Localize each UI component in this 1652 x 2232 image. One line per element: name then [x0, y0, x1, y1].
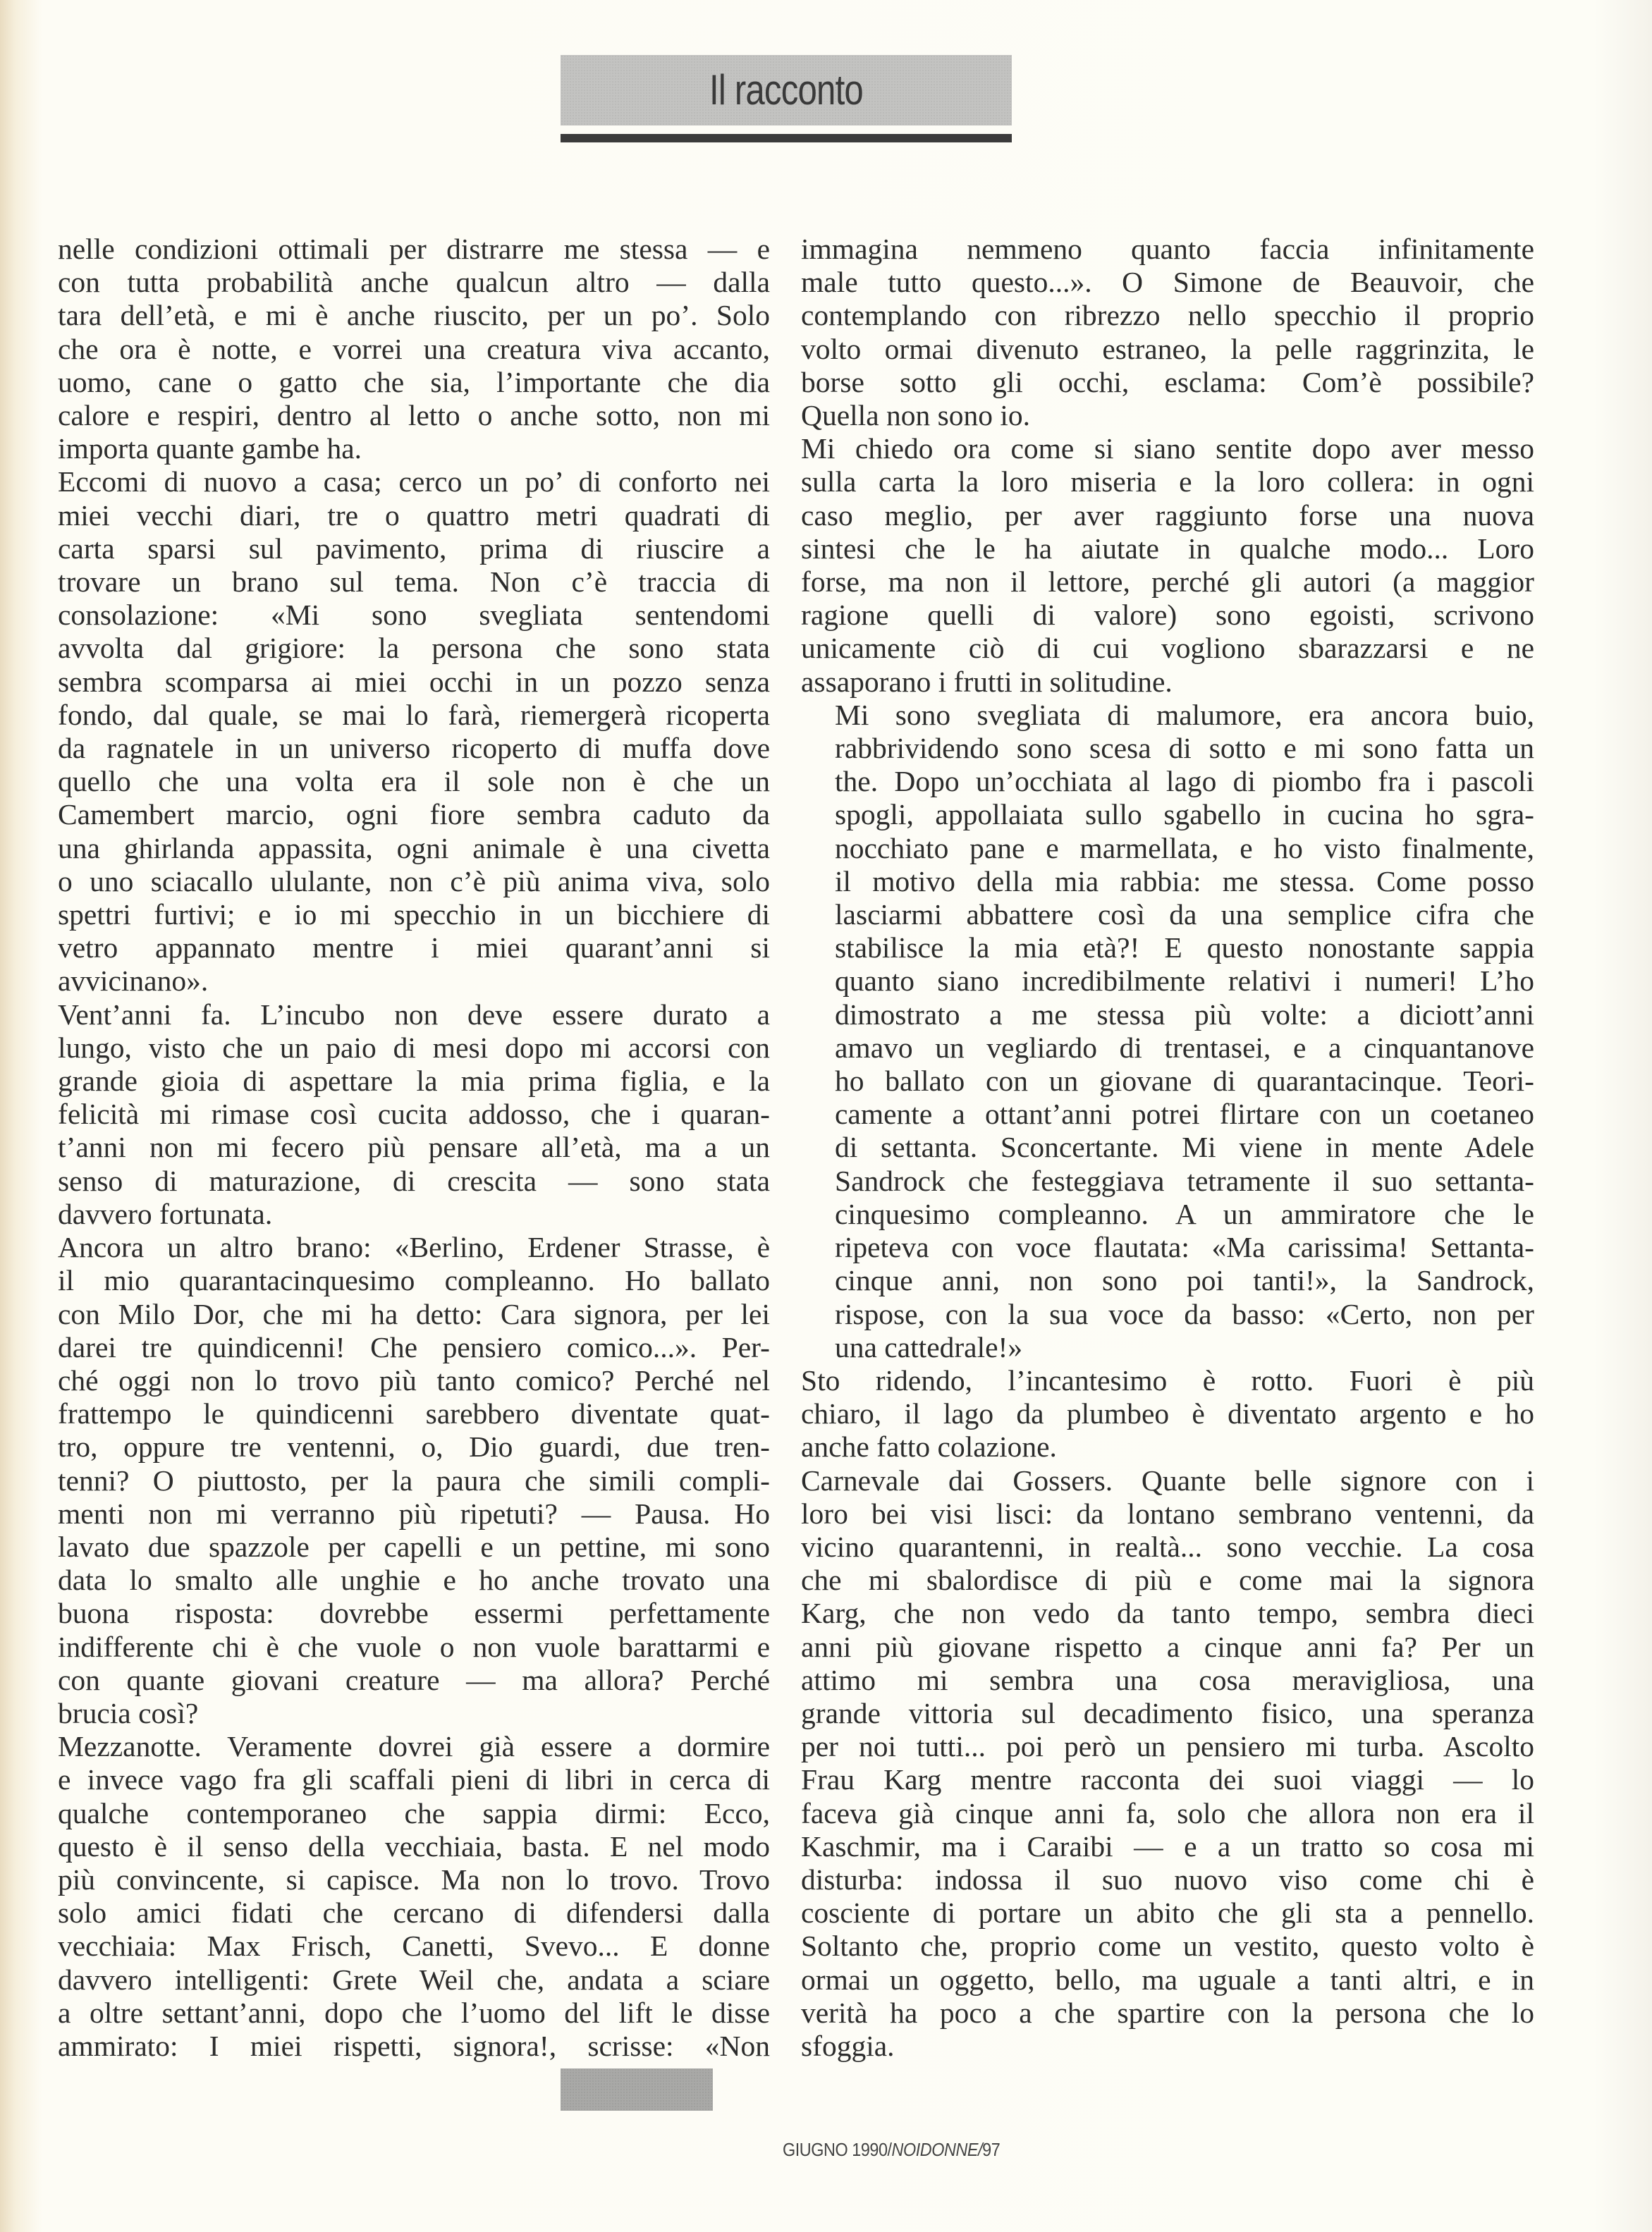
- text-line: lasciarmi abbattere così da una semplice cifra che: [835, 898, 1534, 931]
- text-line: vicino quarantenni, in realtà... sono vecchie. La cosa: [801, 1530, 1534, 1563]
- text-line: davvero intelligenti: Grete Weil che, andata a sciare: [58, 1963, 770, 1996]
- text-line: Kaschmir, ma i Caraibi — e a un tratto so cosa mi: [801, 1829, 1534, 1863]
- text-line: ormai un oggetto, bello, ma uguale a tanti altri, e in: [801, 1963, 1534, 1996]
- text-line: faceva già cinque anni fa, solo che allora non era il: [801, 1796, 1534, 1829]
- article-paragraph: [58, 1730, 770, 2063]
- article-paragraph: [58, 1231, 770, 1730]
- text-line: buona risposta: dovrebbe essermi perfettamente: [58, 1597, 770, 1630]
- text-line: ammirato: I miei rispetti, signora!, scrisse: «Non: [58, 2029, 770, 2062]
- text-line: una cattedrale!»: [835, 1330, 1023, 1363]
- article-paragraph: [801, 233, 1534, 432]
- text-line: davvero fortunata.: [58, 1197, 273, 1230]
- text-line: verità ha poco a che spartire con la persona che lo: [801, 1996, 1534, 2029]
- article-column-right: [801, 233, 1534, 2063]
- text-line: forse, ma non il lettore, perché gli autori (a maggior: [801, 565, 1534, 599]
- page-folio: [783, 2139, 1000, 2161]
- text-line: unicamente ciò di cui vogliono sbarazzarsi e ne: [801, 632, 1534, 665]
- text-line: rabbrividendo sono scesa di sotto e mi sono fatta un: [835, 732, 1534, 765]
- text-line: questo è il senso della vecchiaia, basta. E nel modo: [58, 1829, 770, 1863]
- text-line: fondo, dal quale, se mai lo farà, riemergerà ricoperta: [58, 698, 770, 731]
- text-line: the. Dopo un’occhiata al lago di piombo fra i pascoli: [835, 765, 1534, 798]
- footer-decorative-bar: [561, 2068, 713, 2111]
- text-line: sfoggia.: [801, 2029, 895, 2062]
- text-line: grande vittoria sul decadimento fisico, una speranza: [801, 1696, 1534, 1729]
- folio-date: GIUGNO 1990/: [783, 2139, 892, 2160]
- article-paragraph: [801, 699, 1534, 1364]
- text-line: darei tre quindicenni! Che pensiero comico...». Per-: [58, 1330, 770, 1363]
- text-line: carta sparsi sul pavimento, prima di riuscire a: [58, 532, 770, 565]
- text-line: tenni? O piuttosto, per la paura che simili compli-: [58, 1464, 770, 1497]
- text-line: nelle condizioni ottimali per distrarre me stessa — e: [58, 233, 770, 265]
- text-line: anni più giovane rispetto a cinque anni fa? Per un: [801, 1630, 1534, 1663]
- text-line: Sto ridendo, l’incantesimo è rotto. Fuori è più: [801, 1363, 1534, 1397]
- text-line: importa quante gambe ha.: [58, 432, 362, 465]
- text-line: attimo mi sembra una cosa meravigliosa, una: [801, 1663, 1534, 1696]
- text-line: con Milo Dor, che mi ha detto: Cara signora, per lei: [58, 1297, 770, 1330]
- text-line: indifferente chi è che vuole o non vuole barattarmi e: [58, 1630, 770, 1663]
- article-paragraph: [801, 432, 1534, 699]
- text-line: assaporano i frutti in solitudine.: [801, 665, 1173, 698]
- text-line: per noi tutti... poi però un pensiero mi turba. Ascolto: [801, 1730, 1534, 1763]
- text-line: calore e respiri, dentro al letto o anche sotto, non mi: [58, 399, 770, 432]
- text-line: che mi sbalordisce di più e come mai la signora: [801, 1564, 1534, 1597]
- text-line: Ancora un altro brano: «Berlino, Erdener Strasse, è: [58, 1231, 770, 1264]
- text-line: qualche contemporaneo che sappia dirmi: Ecco,: [58, 1796, 770, 1829]
- text-line: menti non mi verranno più ripetuti? — Pausa. Ho: [58, 1497, 770, 1530]
- text-line: disturba: indossa il suo nuovo viso come chi è: [801, 1863, 1534, 1896]
- text-line: cinque anni, non sono poi tanti!», la Sandrock,: [835, 1264, 1534, 1297]
- text-line: Frau Karg mentre racconta dei suoi viaggi — lo: [801, 1763, 1534, 1796]
- text-line: stabilisce la mia età?! E questo nonostante sappia: [835, 931, 1534, 964]
- text-line: Mezzanotte. Veramente dovrei già essere a dormire: [58, 1730, 770, 1763]
- text-line: Camembert marcio, ogni fiore sembra caduto da: [58, 798, 770, 831]
- article-paragraph: [801, 1464, 1534, 2064]
- text-line: immagina nemmeno quanto faccia infinitamente: [801, 233, 1534, 265]
- text-line: quanto siano incredibilmente relativi i numeri! L’ho: [835, 964, 1534, 998]
- text-line: rispose, con la sua voce da basso: «Certo, non per: [835, 1297, 1534, 1330]
- text-line: grande gioia di aspettare la mia prima figlia, e la: [58, 1065, 770, 1098]
- text-line: borse sotto gli occhi, esclama: Com’è possibile?: [801, 365, 1534, 398]
- text-line: sintesi che le ha aiutate in qualche modo... Loro: [801, 532, 1534, 565]
- text-line: il mio quarantacinquesimo compleanno. Ho ballato: [58, 1264, 770, 1297]
- article-column-left: [58, 233, 770, 2063]
- text-line: a oltre settant’anni, dopo che l’uomo del lift le disse: [58, 1996, 770, 2029]
- text-line: di settanta. Sconcertante. Mi viene in mente Adele: [835, 1131, 1534, 1164]
- text-line: Mi chiedo ora come si siano sentite dopo aver messo: [801, 432, 1534, 465]
- text-line: Sandrock che festeggiava tetramente il suo settanta-: [835, 1164, 1534, 1197]
- article-paragraph: [58, 465, 770, 998]
- text-line: anche fatto colazione.: [801, 1430, 1057, 1464]
- text-line: loro bei visi lisci: da lontano sembrano ventenni, da: [801, 1497, 1534, 1530]
- text-line: data lo smalto alle unghie e ho anche trovato una: [58, 1564, 770, 1597]
- text-line: frattempo le quindicenni sarebbero diventate quat-: [58, 1397, 770, 1430]
- text-line: con tutta probabilità anche qualcun altro — dalla: [58, 266, 770, 299]
- text-line: chiaro, il lago da plumbeo è diventato argento e ho: [801, 1397, 1534, 1430]
- text-line: male tutto questo...». O Simone de Beauvoir, che: [801, 266, 1534, 299]
- text-line: uomo, cane o gatto che sia, l’importante che dia: [58, 365, 770, 398]
- text-line: senso di maturazione, di crescita — sono stata: [58, 1164, 770, 1197]
- text-line: volto ormai divenuto estraneo, la pelle raggrinzita, le: [801, 332, 1534, 365]
- text-line: cosciente di portare un abito che gli sta a pennello.: [801, 1896, 1534, 1930]
- text-line: ho ballato con un giovane di quarantacinque. Teori-: [835, 1065, 1534, 1098]
- text-line: spettri furtivi; e io mi specchio in un bicchiere di: [58, 898, 770, 931]
- text-line: contemplando con ribrezzo nello specchio il proprio: [801, 299, 1534, 332]
- folio-page-number: 97: [982, 2139, 1001, 2160]
- text-line: sembra scomparsa ai miei occhi in un pozzo senza: [58, 665, 770, 698]
- text-line: Soltanto che, proprio come un vestito, questo volto è: [801, 1930, 1534, 1963]
- text-line: tara dell’età, e mi è anche riuscito, per un po’. Solo: [58, 299, 770, 332]
- text-line: amavo un vegliardo di trentasei, e a cinquantanove: [835, 1031, 1534, 1064]
- text-line: ripeteva con voce flautata: «Ma carissima! Settanta-: [835, 1231, 1534, 1264]
- text-line: ché oggi non lo trovo più tanto comico? Perché nel: [58, 1363, 770, 1397]
- section-header: [561, 55, 1012, 141]
- text-line: trovare un brano sul tema. Non c’è traccia di: [58, 565, 770, 599]
- folio-separator: /: [978, 2139, 983, 2160]
- text-line: Vent’anni fa. L’incubo non deve essere durato a: [58, 998, 770, 1031]
- text-line: una ghirlanda appassita, ogni animale è una civetta: [58, 831, 770, 864]
- text-line: lavato due spazzole per capelli e un pettine, mi sono: [58, 1530, 770, 1563]
- text-line: e invece vago fra gli scaffali pieni di libri in cerca di: [58, 1763, 770, 1796]
- text-line: ragione quelli di valore) sono egoisti, scrivono: [801, 599, 1534, 632]
- text-line: felicità mi rimase così cucita addosso, che i quaran-: [58, 1098, 770, 1131]
- text-line: consolazione: «Mi sono svegliata sentendomi: [58, 599, 770, 632]
- text-line: più convincente, si capisce. Ma non lo trovo. Trovo: [58, 1863, 770, 1896]
- text-line: nocchiato pane e marmellata, e ho visto finalmente,: [835, 831, 1534, 864]
- text-line: solo amici fidati che cercano di difendersi dalla: [58, 1896, 770, 1930]
- text-line: lungo, visto che un paio di mesi dopo mi accorsi con: [58, 1031, 770, 1064]
- text-line: avvolta dal grigiore: la persona che sono stata: [58, 632, 770, 665]
- text-line: da ragnatele in un universo ricoperto di muffa dove: [58, 732, 770, 765]
- text-line: Eccomi di nuovo a casa; cerco un po’ di conforto nei: [58, 465, 770, 498]
- text-line: quello che una volta era il sole non è che un: [58, 765, 770, 798]
- folio-magazine-name: NOIDONNE: [891, 2139, 979, 2160]
- text-line: camente a ottant’anni potrei flirtare con un coetaneo: [835, 1098, 1534, 1131]
- text-line: con quante giovani creature — ma allora? Perché: [58, 1663, 770, 1696]
- text-line: brucia così?: [58, 1696, 199, 1729]
- text-line: vetro appannato mentre i miei quarant’anni si: [58, 931, 770, 964]
- text-line: Quella non sono io.: [801, 399, 1031, 432]
- text-line: che ora è notte, e vorrei una creatura viva accanto,: [58, 332, 770, 365]
- text-line: o uno sciacallo ululante, non c’è più anima viva, solo: [58, 864, 770, 897]
- text-line: vecchiaia: Max Frisch, Canetti, Svevo... E donne: [58, 1930, 770, 1963]
- text-line: t’anni non mi fecero più pensare all’età, ma a un: [58, 1131, 770, 1164]
- article-paragraph: [801, 1364, 1534, 1464]
- text-line: Carnevale dai Gossers. Quante belle signore con i: [801, 1464, 1534, 1497]
- article-paragraph: [58, 998, 770, 1231]
- section-header-rule: [561, 134, 1012, 142]
- text-line: Mi sono svegliata di malumore, era ancora buio,: [835, 698, 1534, 731]
- text-line: caso meglio, per aver raggiunto forse una nuova: [801, 498, 1534, 532]
- text-line: cinquesimo compleanno. A un ammiratore che le: [835, 1197, 1534, 1230]
- article-paragraph: [58, 233, 770, 465]
- text-line: il motivo della mia rabbia: me stessa. Come posso: [835, 864, 1534, 897]
- section-title: Il racconto: [709, 66, 863, 114]
- text-line: miei vecchi diari, tre o quattro metri quadrati di: [58, 498, 770, 532]
- text-line: spogli, appollaiata sullo sgabello in cucina ho sgra-: [835, 798, 1534, 831]
- text-line: Karg, che non vedo da tanto tempo, sembra dieci: [801, 1597, 1534, 1630]
- text-line: dimostrato a me stessa più volte: a diciott’anni: [835, 998, 1534, 1031]
- text-line: tro, oppure tre ventenni, o, Dio guardi, due tren-: [58, 1430, 770, 1464]
- text-line: sulla carta la loro miseria e la loro collera: in ogni: [801, 465, 1534, 498]
- text-line: avvicinano».: [58, 964, 209, 998]
